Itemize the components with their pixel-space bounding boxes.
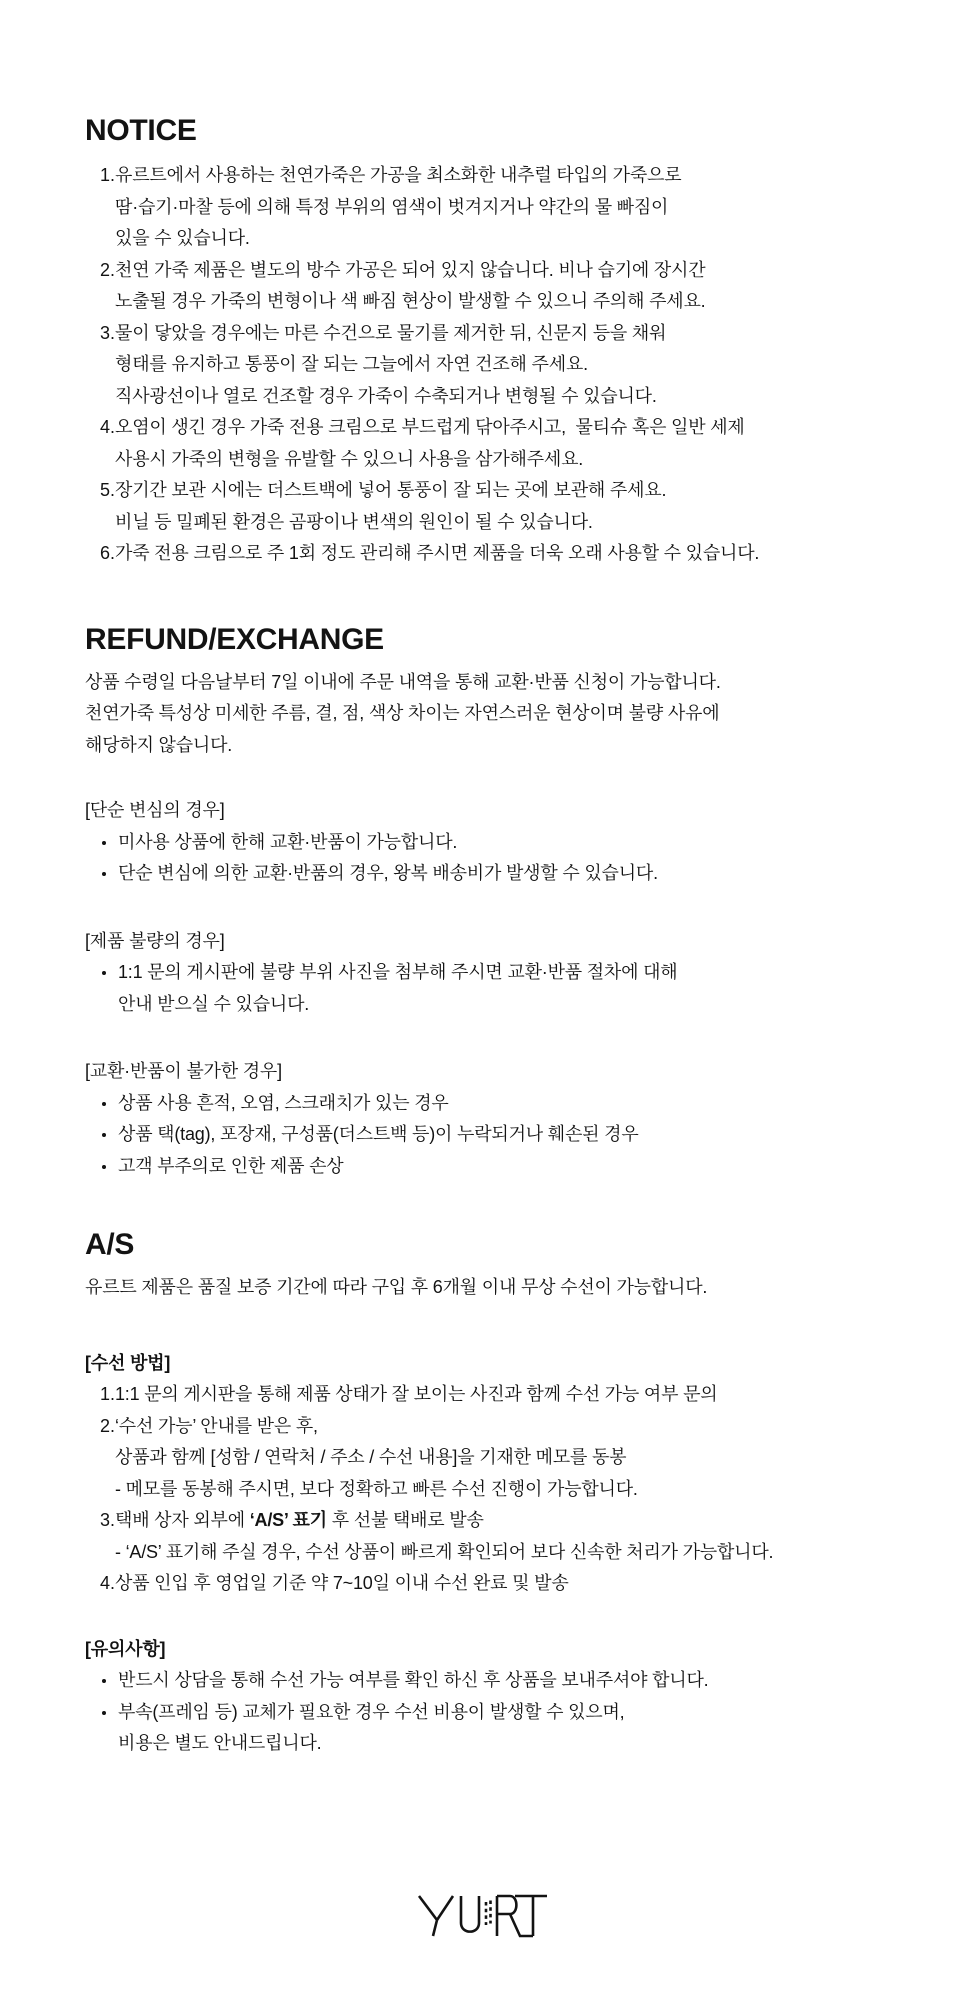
subsection-heading: [제품 불량의 경우] — [85, 930, 225, 951]
item-line: 택배 상자 외부에 ‘A/S’ 표기 후 선불 택배로 발송 — [115, 1510, 484, 1530]
item-line: 오염이 생긴 경우 가죽 전용 크림으로 부드럽게 닦아주시고, 물티슈 혹은 일반 세제 — [115, 417, 745, 437]
item-line: 가죽 전용 크림으로 주 1회 정도 관리해 주시면 제품을 더욱 오래 사용할 수 있습니다. — [115, 543, 760, 563]
intro-line: 유르트 제품은 품질 보증 기간에 따라 구입 후 6개월 이내 무상 수선이 가능합니다. — [85, 1277, 708, 1297]
list-item — [85, 412, 930, 475]
bullet-line: 안내 받으실 수 있습니다. — [118, 993, 310, 1014]
notice-section — [85, 116, 930, 570]
item-line: - 메모를 동봉해 주시면, 보다 정확하고 빠른 수선 진행이 가능합니다. — [115, 1478, 638, 1499]
item-number: 4. — [100, 1573, 116, 1593]
bullet-line: 부속(프레임 등) 교체가 필요한 경우 수선 비용이 발생할 수 있으며, — [118, 1701, 625, 1722]
intro-line: 해당하지 않습니다. — [85, 734, 233, 755]
list-item — [85, 1505, 930, 1568]
bullet-list — [85, 827, 930, 890]
bullet-line: 단순 변심에 의한 교환·반품의 경우, 왕복 배송비가 발생할 수 있습니다. — [118, 863, 658, 883]
notice-title: NOTICE — [85, 114, 197, 147]
item-line: 비닐 등 밀폐된 환경은 곰팡이나 변색의 원인이 될 수 있습니다. — [115, 511, 593, 532]
bullet-item — [102, 1665, 930, 1697]
item-line: 땀·습기·마찰 등에 의해 특정 부위의 염색이 벗겨지거나 약간의 물 빠짐이 — [115, 196, 669, 217]
bullet-line: 반드시 상담을 통해 수선 가능 여부를 확인 하신 후 상품을 보내주셔야 합니다. — [118, 1670, 709, 1690]
item-number: 4. — [100, 417, 116, 437]
item-number: 3. — [100, 322, 116, 343]
bullet-list — [85, 957, 930, 1020]
bullet-item — [102, 1119, 930, 1151]
item-number: 2. — [100, 1415, 116, 1436]
bullet-item — [102, 827, 930, 859]
bullet-item — [102, 1697, 930, 1760]
list-item — [85, 475, 930, 538]
caution-heading: [유의사항] — [85, 1638, 166, 1659]
bullet-line: 비용은 별도 안내드립니다. — [118, 1733, 322, 1753]
bullet-line: 미사용 상품에 한해 교환·반품이 가능합니다. — [118, 831, 458, 852]
refund-section — [85, 622, 930, 1183]
bullet-list — [85, 1088, 930, 1183]
bullet-line: 1:1 문의 게시판에 불량 부위 사진을 첨부해 주시면 교환·반품 절차에 대해 — [118, 962, 678, 982]
bullet-line: 고객 부주의로 인한 제품 손상 — [118, 1155, 344, 1176]
yurt-logo — [416, 1894, 548, 1938]
list-item — [85, 1568, 930, 1600]
item-line: 물이 닿았을 경우에는 마른 수건으로 물기를 제거한 뒤, 신문지 등을 채워 — [115, 322, 667, 343]
content — [0, 116, 960, 1938]
list-item — [85, 160, 930, 255]
subsection-heading: [교환·반품이 불가한 경우] — [85, 1061, 282, 1081]
item-number: 3. — [100, 1510, 116, 1530]
as-intro — [85, 1272, 930, 1304]
item-line: 사용시 가죽의 변형을 유발할 수 있으니 사용을 삼가해주세요. — [115, 448, 584, 469]
item-line: 1:1 문의 게시판을 통해 제품 상태가 잘 보이는 사진과 함께 수선 가능 여부 문의 — [115, 1384, 718, 1404]
bullet-line: 상품 사용 흔적, 오염, 스크래치가 있는 경우 — [118, 1092, 449, 1113]
bullet-dot — [102, 1133, 106, 1137]
list-item — [85, 1379, 930, 1411]
bullet-dot — [102, 1679, 106, 1683]
bullet-line: 상품 택(tag), 포장재, 구성품(더스트백 등)이 누락되거나 훼손된 경우 — [118, 1124, 639, 1144]
refund-title: REFUND/EXCHANGE — [85, 622, 384, 656]
item-line: 유르트에서 사용하는 천연가죽은 가공을 최소화한 내추럴 타입의 가죽으로 — [115, 165, 682, 185]
item-line: 노출될 경우 가죽의 변형이나 색 빠짐 현상이 발생할 수 있으니 주의해 주세요. — [115, 291, 706, 311]
as-mark-bold: ‘A/S’ 표기 — [249, 1510, 327, 1530]
bullet-item — [102, 957, 930, 1020]
bullet-item — [102, 858, 930, 890]
item-line: 있을 수 있습니다. — [115, 228, 250, 248]
bullet-dot — [102, 971, 106, 975]
intro-line: 천연가죽 특성상 미세한 주름, 결, 점, 색상 차이는 자연스러운 현상이며 불량 사유에 — [85, 703, 720, 723]
as-section — [85, 1230, 930, 1760]
bullet-dot — [102, 1165, 106, 1169]
bullet-dot — [102, 1102, 106, 1106]
bullet-item — [102, 1151, 930, 1183]
item-number: 1. — [100, 1384, 116, 1404]
item-line: 직사광선이나 열로 건조할 경우 가죽이 수축되거나 변형될 수 있습니다. — [115, 385, 657, 406]
item-line: 상품 인입 후 영업일 기준 약 7~10일 이내 수선 완료 및 발송 — [115, 1573, 569, 1593]
item-line: ‘수선 가능’ 안내를 받은 후, — [115, 1415, 318, 1436]
bullet-item — [102, 1088, 930, 1120]
list-item — [85, 1411, 930, 1506]
list-item — [85, 255, 930, 318]
repair-method-heading: [수선 방법] — [85, 1352, 171, 1373]
item-number: 5. — [100, 480, 116, 500]
subsection-heading: [단순 변심의 경우] — [85, 800, 225, 820]
item-line: 장기간 보관 시에는 더스트백에 넣어 통풍이 잘 되는 곳에 보관해 주세요. — [115, 480, 667, 500]
caution-list — [85, 1665, 930, 1760]
item-line: - ‘A/S’ 표기해 주실 경우, 수선 상품이 빠르게 확인되어 보다 신속한 처리가 가능합니다. — [115, 1541, 774, 1562]
item-line: 상품과 함께 [성함 / 연락처 / 주소 / 수선 내용]을 기재한 메모를 동봉 — [115, 1447, 627, 1467]
item-line: 형태를 유지하고 통풍이 잘 되는 그늘에서 자연 건조해 주세요. — [115, 354, 588, 374]
as-title: A/S — [85, 1228, 135, 1261]
bullet-dot — [102, 1711, 106, 1715]
bullet-dot — [102, 872, 106, 876]
item-number: 2. — [100, 259, 116, 280]
refund-intro — [85, 667, 930, 762]
bullet-dot — [102, 841, 106, 845]
list-item — [85, 318, 930, 413]
repair-steps — [85, 1379, 930, 1600]
intro-line: 상품 수령일 다음날부터 7일 이내에 주문 내역을 통해 교환·반품 신청이 가능합니다. — [85, 671, 721, 692]
item-number: 1. — [100, 165, 116, 185]
item-number: 6. — [100, 543, 116, 563]
footer — [85, 1894, 930, 1938]
notice-list — [85, 160, 930, 570]
list-item — [85, 538, 930, 570]
item-line: 천연 가죽 제품은 별도의 방수 가공은 되어 있지 않습니다. 비나 습기에 장시간 — [115, 259, 706, 280]
